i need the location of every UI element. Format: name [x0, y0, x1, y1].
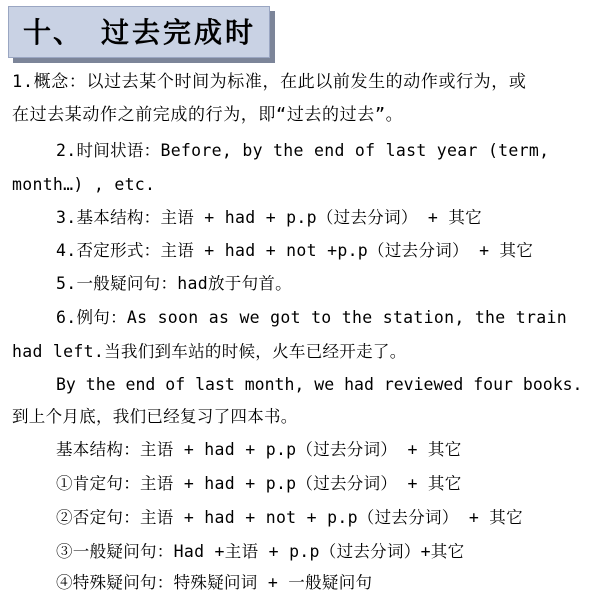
text-line-special-question: ④特殊疑问句：特殊疑问词 + 一般疑问句	[56, 573, 373, 592]
text-line-general-question: ③一般疑问句：Had +主语 + p.p（过去分词）+其它	[56, 542, 465, 561]
text-line-concept: 1.概念：以过去某个时间为标准，在此以前发生的动作或行为，或	[12, 72, 527, 92]
text-line-basic-structure: 3.基本结构：主语 + had + p.p（过去分词） + 其它	[56, 208, 482, 227]
text-line-time-adverbial-cont: month…) , etc.	[12, 175, 156, 194]
text-line-example-2-translation: 到上个月底，我们已经复习了四本书。	[12, 407, 298, 426]
text-line-yes-no-question: 5.一般疑问句：had放于句首。	[56, 274, 292, 293]
text-line-time-adverbial: 2.时间状语：Before, by the end of last year (term,	[56, 141, 550, 160]
text-line-example-2: By the end of last month, we had reviewed four books.	[56, 375, 583, 394]
section-number: 十、	[23, 16, 84, 49]
text-line-example: 6.例句：As soon as we got to the station, the train	[56, 308, 567, 327]
text-line-negative-form: 4.否定形式：主语 + had + not +p.p（过去分词） + 其它	[56, 241, 534, 260]
text-line-basic-structure-2: 基本结构：主语 + had + p.p（过去分词） + 其它	[56, 440, 462, 459]
text-line-concept-cont: 在过去某动作之前完成的行为，即“过去的过去”。	[12, 105, 404, 125]
text-line-negative: ②否定句：主语 + had + not + p.p（过去分词） + 其它	[56, 508, 523, 527]
text-line-affirmative: ①肯定句：主语 + had + p.p（过去分词） + 其它	[56, 474, 462, 493]
section-title: 过去完成时	[101, 16, 257, 49]
text-line-example-cont: had left.当我们到车站的时候，火车已经开走了。	[12, 342, 407, 361]
section-title-box	[8, 6, 270, 58]
